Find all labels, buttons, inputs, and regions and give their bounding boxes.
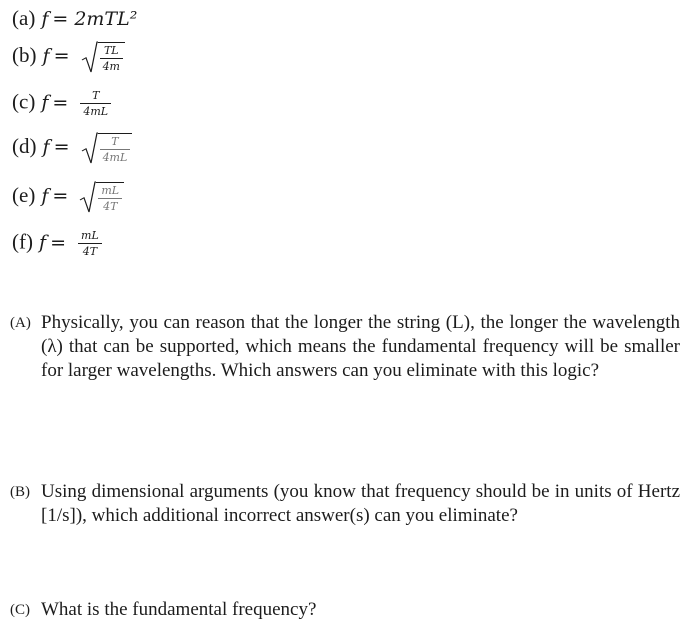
numerator: mL [81, 229, 99, 242]
option-c [12, 90, 111, 117]
option-lhs: f [41, 91, 49, 114]
option-label: (c) [12, 89, 36, 114]
denominator: 4mL [80, 103, 111, 117]
numerator: T [92, 89, 100, 102]
fraction [100, 136, 131, 163]
denominator: 4mL [100, 149, 131, 163]
numerator: mL [101, 184, 120, 197]
option-expression: 2mTL² [74, 8, 138, 30]
radical-sign-icon [82, 42, 98, 72]
denominator: 4T [78, 243, 102, 257]
option-label: (f) [12, 229, 33, 254]
option-lhs: f [41, 8, 49, 30]
question-tag: (B) [10, 484, 30, 500]
question-c [10, 598, 680, 622]
option-label: (e) [12, 183, 36, 207]
question-text: What is the fundamental frequency? [41, 599, 317, 620]
option-lhs: f [39, 231, 47, 254]
square-root [82, 42, 125, 72]
numerator: TL [103, 44, 119, 57]
option-d [12, 133, 132, 163]
option-label: (d) [12, 134, 37, 158]
square-root [80, 182, 124, 212]
fraction [78, 230, 102, 257]
option-lhs: f [42, 136, 50, 158]
equals-sign: = [50, 231, 66, 254]
equals-sign: = [53, 136, 70, 158]
option-lhs: f [41, 185, 49, 207]
question-text: Physically, you can reason that the longer the string (L), the longer the wavelength (λ) that can be supported, which means the fundamental frequency will be smaller for larger wavelengths. Which answers can you eliminate with this logic? [41, 312, 680, 381]
equals-sign: = [52, 91, 69, 114]
option-label: (a) [12, 6, 36, 30]
square-root [82, 133, 133, 163]
question-a [10, 311, 680, 383]
option-f [12, 230, 102, 257]
denominator: 4T [98, 198, 122, 212]
option-b [12, 42, 125, 72]
question-b [10, 480, 680, 528]
option-lhs: f [42, 45, 50, 67]
radical-sign-icon [82, 133, 98, 163]
equals-sign: = [52, 185, 69, 207]
question-tag: (C) [10, 602, 30, 618]
fraction [100, 45, 123, 72]
option-e [12, 182, 124, 212]
equals-sign: = [52, 8, 69, 30]
option-a [12, 8, 137, 29]
fraction [98, 185, 122, 212]
question-tag: (A) [10, 315, 31, 331]
numerator: T [111, 135, 119, 148]
equals-sign: = [53, 45, 70, 67]
radical-sign-icon [80, 182, 96, 212]
fraction [80, 90, 111, 117]
denominator: 4m [100, 58, 123, 72]
question-text: Using dimensional arguments (you know that frequency should be in units of Hertz [1/s]), which additional incorrect answer(s) can you eliminate? [41, 481, 680, 526]
option-label: (b) [12, 43, 37, 67]
